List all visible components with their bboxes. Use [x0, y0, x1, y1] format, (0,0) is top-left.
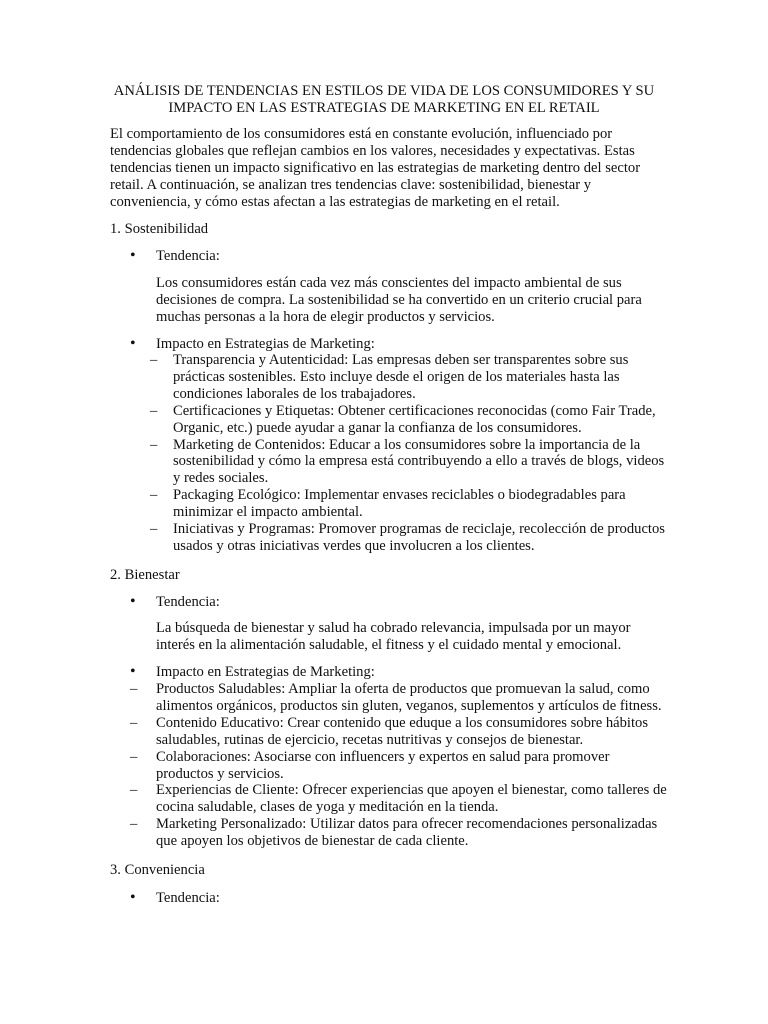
- trend-paragraph-sostenibilidad: Los consumidores están cada vez más conscientes del impacto ambiental de sus decisiones de compra. La sostenibilidad se ha convertido en un criterio crucial para muchas personas a la hora de elegir productos y servicios.: [156, 275, 642, 325]
- dash-marker: –: [150, 521, 158, 538]
- bullet-icon: •: [130, 663, 136, 680]
- title-line-2: IMPACTO EN LAS ESTRATEGIAS DE MARKETING EN EL RETAIL: [168, 100, 600, 116]
- trend-paragraph-bienestar: La búsqueda de bienestar y salud ha cobrado relevancia, impulsada por un mayor interés en la alimentación saludable, el fitness y el cuidado mental y emocional.: [156, 620, 631, 653]
- impact-label: Impacto en Estrategias de Marketing:: [156, 664, 375, 680]
- list-item: [150, 352, 670, 403]
- trend-label: Tendencia:: [156, 594, 220, 610]
- list-item: [150, 487, 670, 521]
- section-heading-bienestar: 2. Bienestar: [110, 567, 180, 583]
- list-item-text: Certificaciones y Etiquetas: Obtener certificaciones reconocidas (como Fair Trade, Organic, etc.) puede ayudar a ganar la confianza de los consumidores.: [173, 402, 656, 436]
- title-line-1: ANÁLISIS DE TENDENCIAS EN ESTILOS DE VIDA DE LOS CONSUMIDORES Y SU: [113, 83, 655, 99]
- list-item: [130, 782, 670, 816]
- list-item-text: Contenido Educativo: Crear contenido que eduque a los consumidores sobre hábitos saludables, rutinas de ejercicio, recetas nutritivas y consejos de bienestar.: [156, 714, 649, 748]
- trend-label: Tendencia:: [156, 248, 220, 264]
- list-item: [130, 681, 670, 715]
- bullet-icon: •: [130, 335, 136, 352]
- dash-marker: –: [130, 748, 138, 765]
- bullet-icon: •: [130, 593, 136, 610]
- list-item: [130, 816, 670, 850]
- impact-list-bienestar: [130, 681, 670, 850]
- dash-marker: –: [130, 816, 138, 833]
- list-item-text: Colaboraciones: Asociarse con influencers y expertos en salud para promover productos y servicios.: [156, 748, 610, 782]
- dash-marker: –: [150, 352, 158, 368]
- dash-marker: –: [150, 487, 158, 504]
- bullet-icon: •: [130, 247, 136, 264]
- list-item-text: Experiencias de Cliente: Ofrecer experiencias que apoyen el bienestar, como talleres de cocina saludable, clases de yoga y meditación en la tienda.: [156, 782, 667, 816]
- trend-label: Tendencia:: [156, 890, 220, 906]
- list-item-text: Packaging Ecológico: Implementar envases reciclables o biodegradables para minimizar el impacto ambiental.: [173, 487, 626, 521]
- document-title: [100, 83, 668, 117]
- section-heading-conveniencia: 3. Conveniencia: [110, 862, 205, 878]
- dash-marker: –: [150, 402, 158, 419]
- list-item-text: Marketing Personalizado: Utilizar datos para ofrecer recomendaciones personalizadas que apoyen los objetivos de bienestar de cada cliente.: [156, 816, 658, 850]
- dash-marker: –: [130, 681, 138, 697]
- intro-paragraph: El comportamiento de los consumidores está en constante evolución, influenciado por tendencias globales que reflejan cambios en los valores, necesidades y expectativas. Estas tendencias tienen un impacto significativo en las estrategias de marketing dentro del sector retail. A continuación, se analizan tres tendencias clave: sostenibilidad, bienestar y conveniencia, y cómo estas afectan a las estrategias de marketing en el retail.: [110, 126, 641, 210]
- list-item: [150, 403, 670, 437]
- list-item-text: Transparencia y Autenticidad: Las empresas deben ser transparentes sobre sus prácticas sostenibles. Esto incluye desde el origen de los materiales hasta las condiciones laborales de los trabajadores.: [173, 352, 629, 402]
- list-item-text: Productos Saludables: Ampliar la oferta de productos que promuevan la salud, como alimentos orgánicos, productos sin gluten, veganos, suplementos y artículos de fitness.: [156, 681, 662, 714]
- dash-marker: –: [130, 782, 138, 799]
- list-item-text: Iniciativas y Programas: Promover programas de reciclaje, recolección de productos usados y otras iniciativas verdes que involucren a los clientes.: [173, 521, 665, 554]
- list-item-text: Marketing de Contenidos: Educar a los consumidores sobre la importancia de la sostenibilidad y cómo la empresa está contribuyendo a ello a través de blogs, videos y redes sociales.: [173, 436, 665, 487]
- dash-marker: –: [130, 714, 138, 731]
- list-item: [150, 437, 670, 488]
- impact-list-sostenibilidad: [150, 352, 670, 555]
- bullet-icon: •: [130, 889, 136, 906]
- section-heading-sostenibilidad: 1. Sostenibilidad: [110, 221, 209, 237]
- impact-label: Impacto en Estrategias de Marketing:: [156, 336, 375, 352]
- dash-marker: –: [150, 436, 158, 453]
- list-item: [130, 749, 670, 783]
- list-item: [150, 521, 670, 555]
- list-item: [130, 715, 670, 749]
